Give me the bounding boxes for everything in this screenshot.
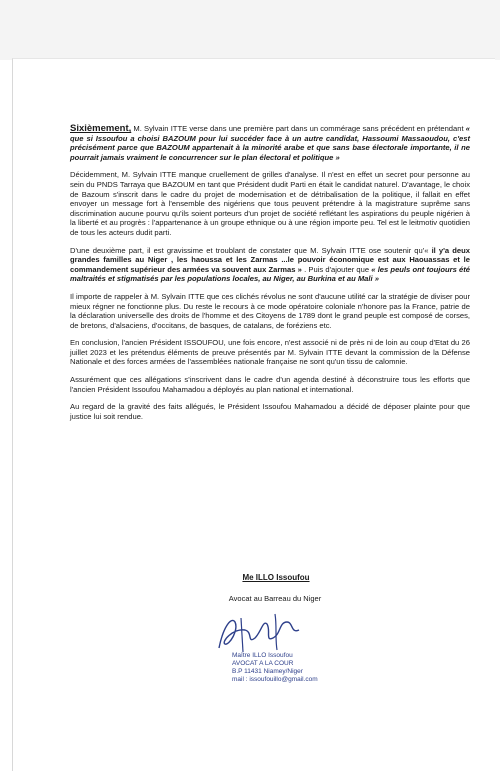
paragraph-1: Sixièmement, M. Sylvain ITTE verse dans une première part dans un commérage sans précédent en prétendant « que si Issoufou a choisi BAZOUM pour lui succéder face à un autre candidat, Hassoumi Massaoudou, c'est précisément parce que BAZOUM appartenait à la minorité arabe et que sans base électorale importante, il ne pourrait jamais vraiment le concurrencer sur le plan électoral et politique » bbox=[70, 123, 470, 162]
lawyer-stamp: Maître ILLO Issoufou AVOCAT A LA COUR B.P 11431 Niamey/Niger mail : issoufouillo@gmail.com bbox=[232, 652, 318, 683]
paragraph-5: En conclusion, l'ancien Président ISSOUFOU, une fois encore, n'est associé ni de près ni de loin au coup d'Etat du 26 juillet 2023 et les prétendus éléments de preuve présentés par M. Sylvain ITTE devant la commission de la Défense Nationale et des forces armées de l'assemblées nationale française ne sont qu'un tissu de calomnie. bbox=[70, 338, 470, 367]
paragraph-4: Il importe de rappeler à M. Sylvain ITTE que ces clichés révolus ne sont d'aucune utilité car la stratégie de diviser pour mieux régner ne fonctionne plus. Du reste le recours à ce mode opératoire coloniale n'honore pas la France, patrie de la déclaration universelle des droits de l'homme et des Citoyens de 1789 dont le grand peuple est composé de corses, de bretons, d'alsaciens, d'occitans, de basques, de catalans, de foréziens etc. bbox=[70, 291, 470, 330]
paragraph-7: Au regard de la gravité des faits allégués, le Président Issoufou Mahamadou a décidé de déposer plainte pour que justice lui soit rendue. bbox=[70, 402, 470, 421]
section-heading: Sixièmement, bbox=[70, 123, 132, 134]
paragraph-3: D'une deuxième part, il est gravissime et troublant de constater que M. Sylvain ITTE ose soutenir qu'« il y'a deux grandes familles au Niger , les haoussa et les Zarmas ...le pouvoir économique est aux Haouassas et le commandement supérieur des armées va souvent aux Zarmas » . Puis d'ajouter que « les peuls ont toujours été maltraités et stigmatisés par les populations locales, au Niger, au Burkina et au Mali » bbox=[70, 245, 470, 284]
signatory-role: Avocat au Barreau du Niger bbox=[228, 594, 322, 603]
paragraph-6: Assurément que ces allégations s'inscrivent dans le cadre d'un agenda destiné à déconstruire tous les efforts que l'ancien Président Issoufou Mahamadou a déployés au plan national et international. bbox=[70, 375, 470, 394]
quote: « que si Issoufou a choisi BAZOUM pour lui succéder face à un autre candidat, Hassoumi Massaoudou, c'est précisément parce que BAZOUM appartenait à la minorité arabe et que sans base électorale importante, il ne pourrait jamais vraiment le concurrencer sur le plan électoral et politique » bbox=[70, 124, 470, 162]
quote: « les peuls ont toujours été maltraités et stigmatisés par les populations locales, au Niger, au Burkina et au Mali » bbox=[70, 264, 470, 284]
signatory-name: Me ILLO Issoufou bbox=[242, 573, 310, 582]
letter-body bbox=[70, 124, 470, 429]
bold-quote: il y'a deux grandes familles au Niger , les haoussa et les Zarmas ...le pouvoir économique est aux Haouassas et le commandement supérieur des armées va souvent aux Zarmas » bbox=[70, 245, 470, 274]
paragraph-2: Décidemment, M. Sylvain ITTE manque cruellement de grilles d'analyse. Il n'est en effet un secret pour personne au sein du PNDS Tarraya que BAZOUM en tant que Président dudit Parti en était le candidat naturel. D'avantage, le choix de Bazoum s'inscrit dans le cadre du projet de modernisation et de détribalisation de la politique, il fallait en effet envoyer un message fort à l'ensemble des nigériens que tous peuvent prétendre à la magistrature suprême sans discrimination aucune pourvu qu'ils soient porteurs d'un projet de société reflétant les aspirations du peuple nigérien à la liberté et au progrès : l'appartenance à un groupe ethnique ou à une région importe peu. Tel est le leitmotiv quotidien de tous les acteurs dudit parti. bbox=[70, 170, 470, 237]
top-margin bbox=[0, 0, 500, 60]
